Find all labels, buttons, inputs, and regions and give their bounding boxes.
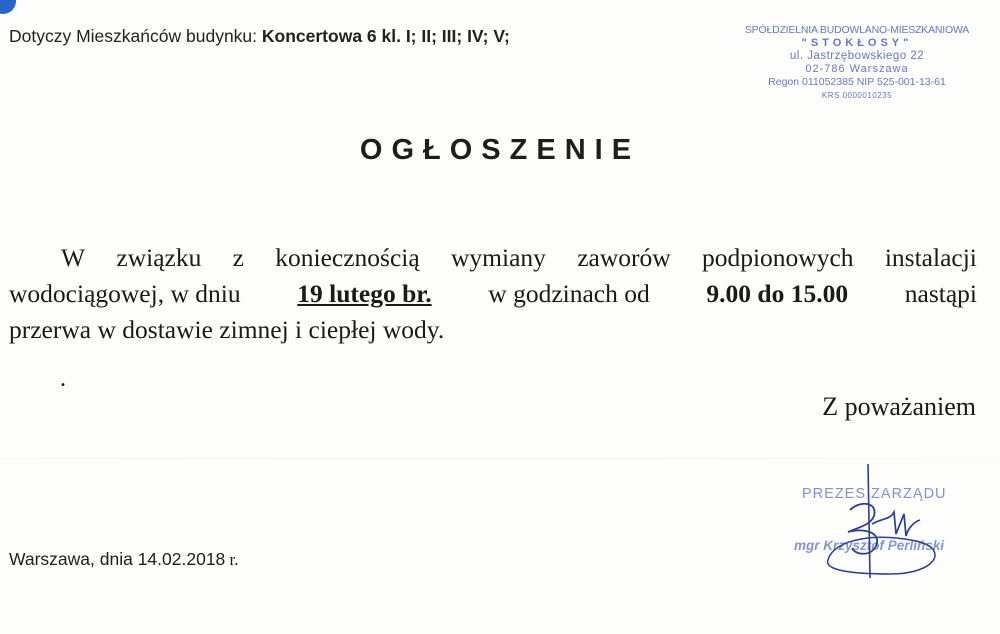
stamp-line-5: Regon 011052385 NIP 525-001-13-61 bbox=[768, 76, 946, 88]
body-word: związku bbox=[116, 243, 202, 272]
body-word: z bbox=[232, 243, 244, 272]
handwritten-signature-icon bbox=[820, 462, 950, 582]
body-line-2 bbox=[9, 276, 977, 312]
signatory-name: mgr Krzysztof Perliński bbox=[794, 538, 945, 553]
body-word: koniecznością bbox=[275, 243, 420, 272]
place-and-date bbox=[9, 549, 239, 570]
body-line-1-text bbox=[61, 240, 977, 276]
stray-dot: . bbox=[60, 366, 66, 392]
body-line-3: przerwa w dostawie zimnej i ciepłej wody. bbox=[9, 315, 445, 344]
recipient-line bbox=[9, 26, 510, 47]
stamp-line-6: KRS 0000010235 bbox=[821, 91, 893, 100]
stamp-line-1: SPÓŁDZIELNIA BUDOWLANO-MIESZKANIOWA bbox=[744, 24, 970, 36]
body-word: zaworów bbox=[577, 243, 671, 272]
outage-date: 19 lutego br. bbox=[297, 279, 432, 308]
body-line-2-mid: w godzinach od bbox=[488, 279, 650, 308]
paper-fold-line bbox=[0, 458, 1000, 459]
body-word: W bbox=[61, 243, 86, 272]
cooperative-stamp bbox=[744, 24, 970, 102]
announcement-title: OGŁOSZENIE bbox=[359, 134, 641, 166]
outage-hours: 9.00 do 15.00 bbox=[706, 279, 849, 308]
recipient-building: Koncertowa 6 kl. I; II; III; IV; V; bbox=[261, 26, 510, 46]
corner-punch-mark bbox=[0, 0, 16, 14]
recipient-prefix: Dotyczy Mieszkańców budynku: bbox=[9, 26, 262, 46]
body-line-2-prefix: wodociągowej, w dniu bbox=[9, 279, 241, 308]
body-word: instalacji bbox=[884, 243, 977, 272]
stamp-line-3: ul. Jastrzębowskiego 22 bbox=[789, 50, 925, 62]
stamp-line-2: "STOKŁOSY" bbox=[801, 37, 913, 49]
signature-block bbox=[780, 462, 980, 582]
stamp-line-4: 02-786 Warszawa bbox=[805, 63, 909, 75]
announcement-body bbox=[9, 240, 977, 348]
body-word: podpionowych bbox=[701, 243, 854, 272]
body-line-1 bbox=[9, 240, 977, 276]
place-date-text: Warszawa, dnia 14.02.2018 bbox=[9, 549, 226, 569]
place-date-suffix: r. bbox=[225, 550, 239, 569]
signatory-title: PREZES ZARZĄDU bbox=[802, 486, 947, 502]
body-word: wymiany bbox=[451, 243, 546, 272]
closing-greeting: Z poważaniem bbox=[822, 392, 976, 421]
body-line-2-suffix: nastąpi bbox=[904, 279, 977, 308]
